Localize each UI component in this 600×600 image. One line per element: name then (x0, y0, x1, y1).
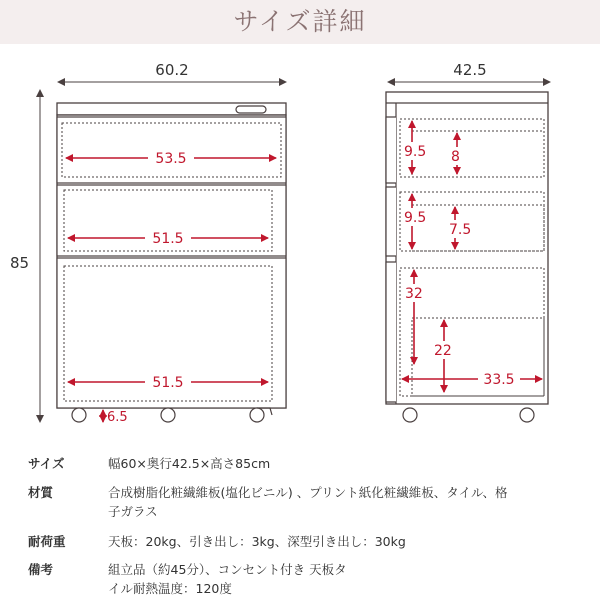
side-body (386, 92, 548, 404)
side-drawer-2-face (386, 187, 396, 256)
side-drawer-2-inner-label: 7.5 (449, 222, 472, 238)
spec-label-load: 耐荷重 (28, 534, 66, 549)
spec-label-notes: 備考 (28, 562, 54, 577)
side-view (386, 61, 550, 422)
side-drawer-2-height-label: 9.5 (404, 210, 427, 226)
side-drawer-3-inner-label: 22 (434, 343, 452, 359)
side-drawer-1-face (386, 117, 396, 183)
front-caster-left (72, 408, 86, 422)
outlet-icon (236, 106, 266, 113)
spec-value-notes: 組立品（約45分）、コンセント付き 天板タイル耐熱温度：120度 (108, 562, 347, 596)
spec-value-material: 合成樹脂化粧繊維板(塩化ビニル) 、プリント紙化粧繊維板、タイル、格子ガラス (108, 485, 508, 519)
front-height-label: 85 (10, 254, 30, 272)
side-drawer-3-face (386, 262, 396, 402)
spec-label-size: サイズ (28, 456, 65, 471)
front-caster-middle (161, 408, 175, 422)
spec-value-size: 幅60×奥行42.5×高さ85cm (108, 456, 271, 471)
side-drawer-3-height-label: 32 (405, 286, 423, 302)
side-drawer-1-height-label: 9.5 (404, 144, 427, 160)
side-drawer-1-inner-label: 8 (451, 149, 460, 165)
side-depth-label: 42.5 (453, 61, 487, 79)
spec-value-load: 天板：20kg、引き出し：3kg、深型引き出し：30kg (108, 534, 406, 549)
front-view (10, 61, 286, 425)
drawer-2-width-label: 51.5 (152, 231, 184, 247)
spec-label-material: 材質 (28, 485, 54, 500)
side-caster-front (403, 408, 417, 422)
side-caster-back (520, 408, 534, 422)
drawer-3-width-label: 51.5 (152, 375, 184, 391)
drawer-1-width-label: 53.5 (155, 151, 187, 167)
page-title: サイズ詳細 (233, 7, 367, 36)
front-caster-right (250, 408, 264, 422)
caster-clearance-label: 6.5 (107, 410, 128, 425)
front-width-label: 60.2 (155, 61, 189, 79)
side-drawer-3-depth-label: 33.5 (483, 372, 515, 388)
